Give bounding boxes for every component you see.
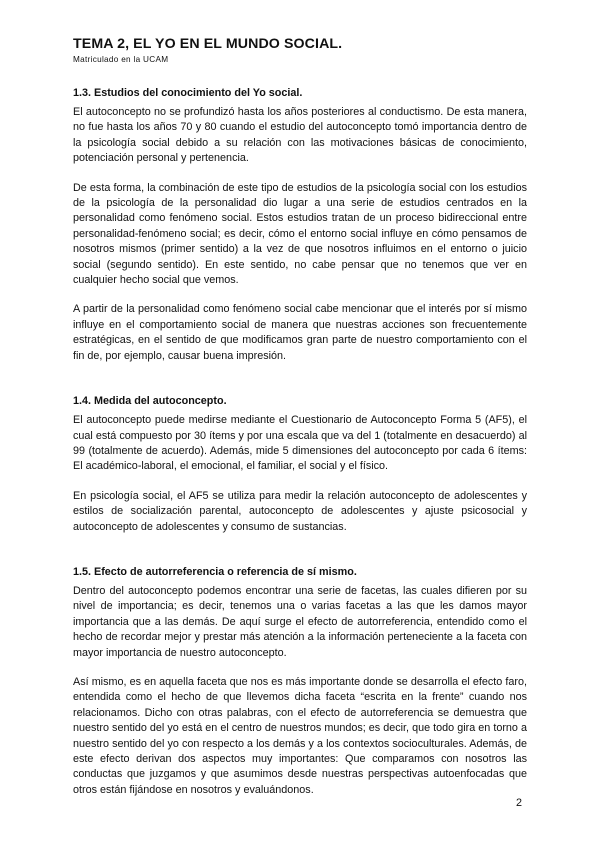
section-efecto-autorreferencia: [73, 565, 527, 798]
section-heading: 1.5. Efecto de autorreferencia o referencia de sí mismo.: [73, 565, 357, 578]
paragraph: En psicología social, el AF5 se utiliza para medir la relación autoconcepto de adolescentes y estilos de socialización parental, autoconcepto de adolescentes y ajuste psicosocial y autoconcepto de adolescentes y consumo de sustancias.: [73, 489, 527, 533]
section-heading: 1.4. Medida del autoconcepto.: [73, 395, 227, 408]
paragraph: El autoconcepto puede medirse mediante el Cuestionario de Autoconcepto Forma 5 (AF5), el cual está compuesto por 30 ítems y por una escala que va del 1 (totalmente en desacuerdo) al 99 (totalmente de acuerdo). Además, mide 5 dimensiones del autoconcepto por cada 6 ítems: El académico-laboral, el emocional, el familiar, el social y el físico.: [73, 414, 527, 473]
paragraph: De esta forma, la combinación de este tipo de estudios de la psicología social con los estudios de la psicología de la personalidad dio lugar a una serie de estudios centrados en la personalidad como fenómeno social. Estos estudios tratan de un proceso bidireccional entre personalidad-fenómeno social; es decir, cómo el entorno social influye en cómo pensamos de nosotros mismos (primer sentido) a la vez de que nosotros influimos en el entorno o juicio social (segundo sentido). En este sentido, no cabe pensar que no tenemos que ver en cualquier hecho social que vemos.: [73, 181, 527, 287]
page-number: 2: [516, 797, 523, 809]
section-estudios-yo-social: [73, 86, 527, 364]
section-heading: 1.3. Estudios del conocimiento del Yo social.: [73, 87, 303, 99]
document-body: [73, 86, 527, 798]
paragraph: A partir de la personalidad como fenómeno social cabe mencionar que el interés por sí mismo influye en el comportamiento social de manera que nuestras acciones son frecuentemente estratégicas, en el sentido de que modificamos gran parte de nuestro comportamiento con el fin de, por ejemplo, causar buena impresión.: [73, 303, 527, 362]
document-title: TEMA 2, EL YO EN EL MUNDO SOCIAL.: [73, 36, 343, 52]
paragraph: Así mismo, es en aquella faceta que nos es más importante donde se desarrolla el efecto faro, entendida como el hecho de que llevemos dicha faceta “escrita en la frente” cuando nos relacionamos. Dicho con otras palabras, con el efecto de autorreferencia se demuestra que nuestro sentido del yo está en el centro de nuestros mundos; es decir, que todo gira en torno a nuestro sentido del yo con respecto a los demás y a los contextos socioculturales. Además, de este efecto derivan dos aspectos muy importantes: Que comparamos con nosotros las conductas que juzgamos y que asumimos desde nuestras perspectivas autoenfocadas que otros están fijándose en nosotros y evaluándonos.: [73, 675, 527, 796]
document-subtitle: Matriculado en la UCAM: [73, 55, 169, 64]
paragraph: El autoconcepto no se profundizó hasta los años posteriores al conductismo. De esta manera, no fue hasta los años 70 y 80 cuando el estudio del autoconcepto tomó importancia dentro de la psicología social debido a su relación con las motivaciones básicas de conocimiento, potenciación personal y pertenencia.: [73, 106, 527, 165]
paragraph: Dentro del autoconcepto podemos encontrar una serie de facetas, las cuales difieren por su nivel de importancia; es decir, tenemos una o varias facetas a las que les damos mayor importancia que a las demás. De aquí surge el efecto de autorreferencia, entendido como el hecho de recordar mejor y prestar más atención a la información perteneciente a la faceta con mayor importancia de nuestro autoconcepto.: [73, 584, 527, 659]
section-medida-autoconcepto: [73, 394, 527, 535]
